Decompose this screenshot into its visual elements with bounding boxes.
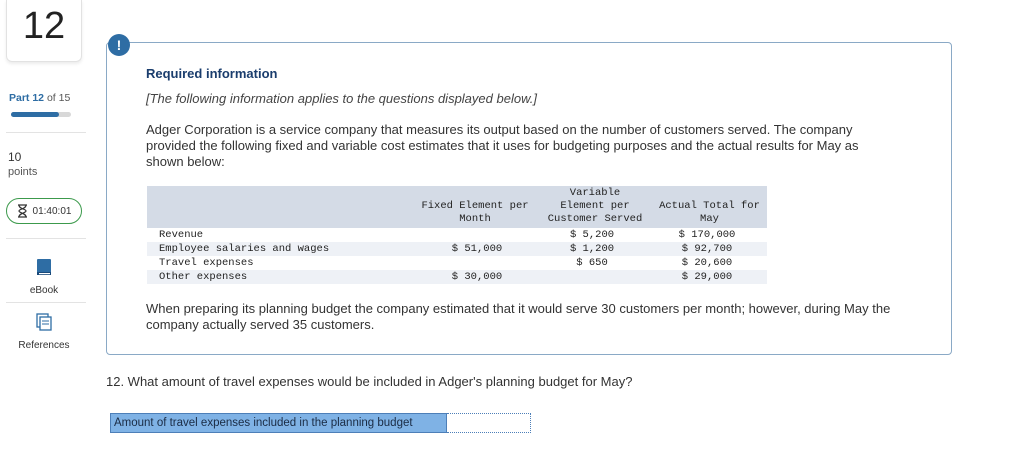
table-row xyxy=(147,228,767,242)
part-indicator xyxy=(9,92,70,104)
row-actual: $ 20,600 xyxy=(681,257,733,269)
alert-icon: ! xyxy=(108,34,130,56)
part-progress-fill xyxy=(11,112,59,117)
travel-expenses-input[interactable] xyxy=(447,413,531,433)
problem-intro: Adger Corporation is a service company that measures its output based on the number of customers served. The company provided the following fixed and variable cost estimates that it uses for budgeting purposes and the actual results for May as shown below: xyxy=(146,122,859,169)
answer-label: Amount of travel expenses included in the planning budget xyxy=(110,413,447,433)
part-total: of 15 xyxy=(46,92,71,104)
table-row xyxy=(147,256,767,270)
hourglass-icon xyxy=(17,204,28,218)
row-variable: $ 5,200 xyxy=(569,229,615,241)
answer-row xyxy=(110,413,531,433)
cost-table xyxy=(147,186,767,284)
part-current: Part 12 xyxy=(9,92,45,104)
question-number-box xyxy=(6,0,82,62)
header-fixed: Fixed Element per Month xyxy=(421,200,529,225)
sidebar-divider xyxy=(6,132,86,133)
row-fixed: $ 51,000 xyxy=(451,243,503,255)
left-sidebar xyxy=(0,0,88,452)
ebook-label: eBook xyxy=(29,285,59,296)
part-progress-bar xyxy=(11,112,71,117)
timer-text: 01:40:01 xyxy=(32,205,72,217)
row-fixed: $ 30,000 xyxy=(451,271,503,283)
question-text: 12. What amount of travel expenses would be included in Adger's planning budget for May? xyxy=(106,374,633,389)
book-icon xyxy=(35,258,53,276)
header-actual: Actual Total for May xyxy=(659,200,760,225)
table-row xyxy=(147,242,767,256)
header-variable: Variable Element per Customer Served xyxy=(547,187,643,225)
sidebar-divider xyxy=(6,302,86,303)
question-number: 12 xyxy=(22,5,66,47)
points-value: 10 xyxy=(8,150,22,164)
ebook-button[interactable] xyxy=(6,252,82,304)
followup-text: When preparing its planning budget the company estimated that it would serve 30 customers per month; however, during May the company actually served 35 customers. xyxy=(146,301,891,332)
row-label: Employee salaries and wages xyxy=(159,243,330,255)
table-row xyxy=(147,270,767,284)
required-information-box xyxy=(106,42,952,355)
row-actual: $ 170,000 xyxy=(678,229,736,241)
references-button[interactable] xyxy=(6,307,82,359)
references-label: References xyxy=(18,340,70,351)
required-info-title: Required information xyxy=(146,66,278,81)
timer-widget[interactable] xyxy=(6,198,82,224)
row-label: Revenue xyxy=(159,229,204,241)
row-variable: $ 1,200 xyxy=(569,243,615,255)
cost-table-header xyxy=(147,186,767,228)
points-label: points xyxy=(8,166,38,178)
row-variable: $ 650 xyxy=(576,257,608,269)
required-info-note: [The following information applies to the questions displayed below.] xyxy=(146,91,537,106)
cost-table-body xyxy=(147,228,767,284)
row-actual: $ 29,000 xyxy=(681,271,733,283)
row-actual: $ 92,700 xyxy=(681,243,733,255)
documents-icon xyxy=(35,313,53,331)
row-label: Other expenses xyxy=(159,271,248,283)
sidebar-divider xyxy=(6,238,86,239)
row-label: Travel expenses xyxy=(159,257,254,269)
